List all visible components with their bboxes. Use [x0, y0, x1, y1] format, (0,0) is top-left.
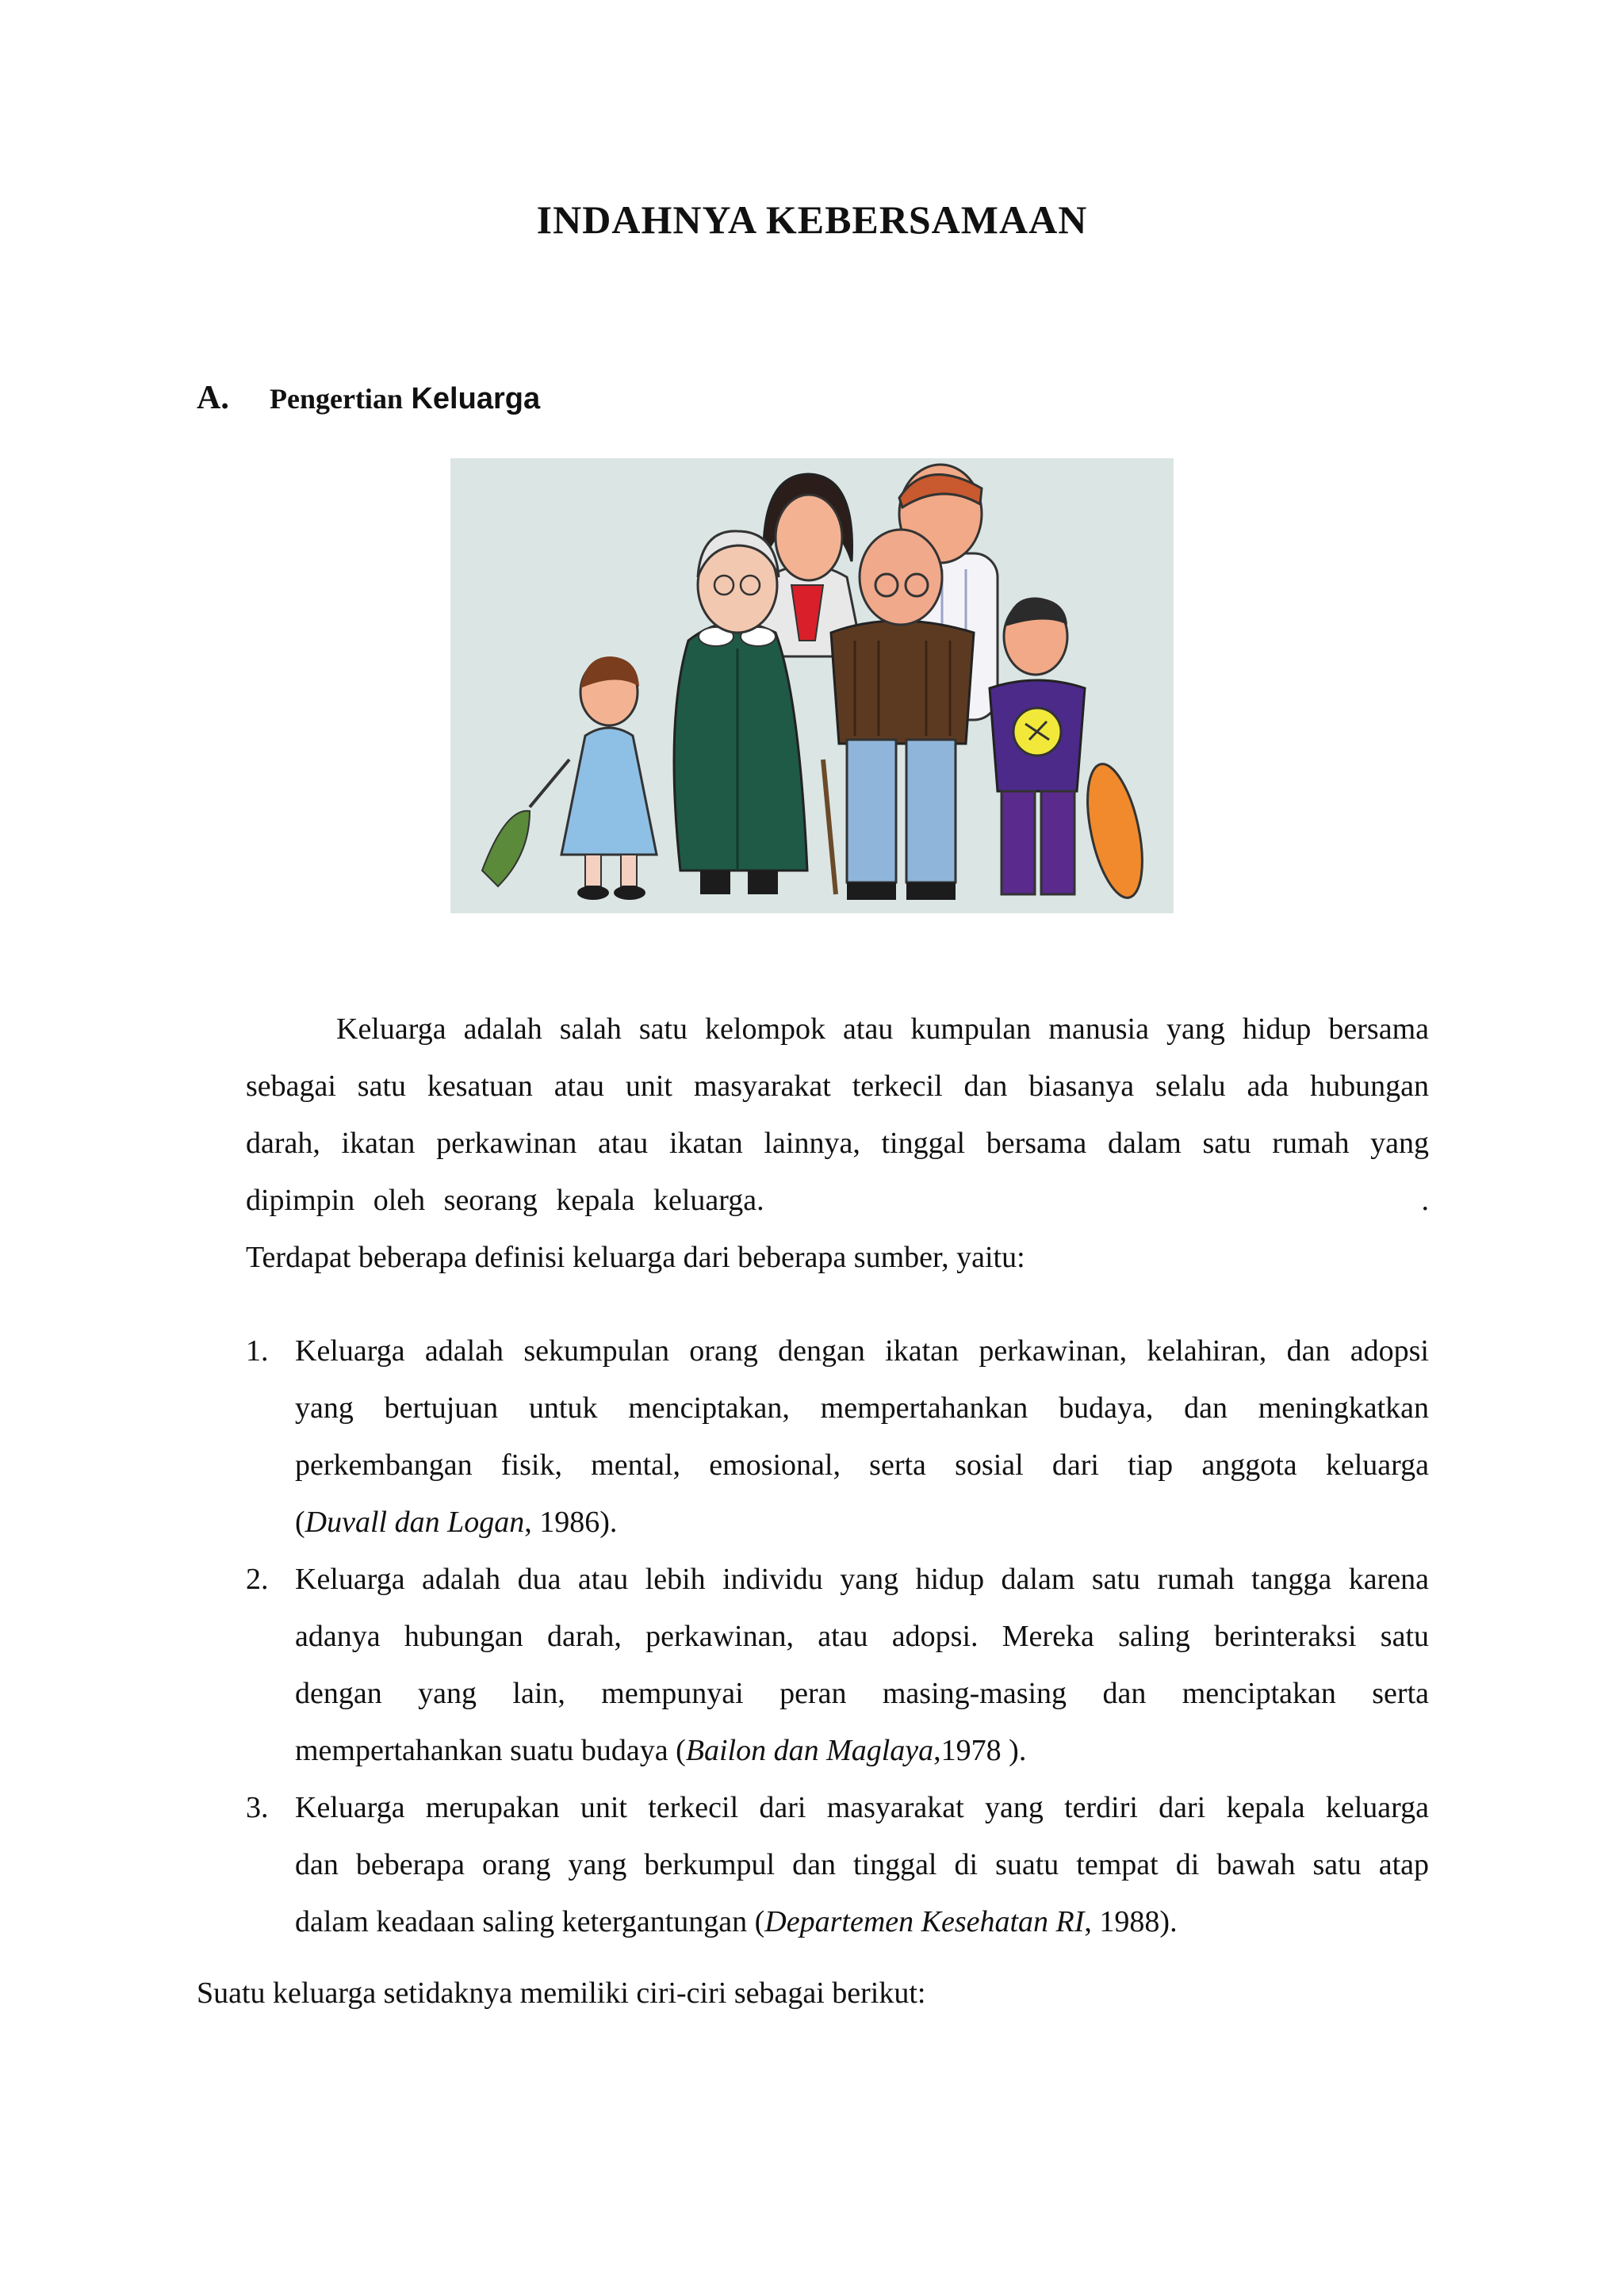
- section-word-keluarga: Keluarga: [411, 382, 541, 415]
- section-letter: A.: [197, 380, 229, 416]
- definition-line: Keluarga merupakan unit terkecil dari masyarakat yang terdiri dari kepala keluarga: [295, 1791, 1429, 1824]
- paragraph-line-5: Terdapat beberapa definisi keluarga dari beberapa sumber, yaitu:: [246, 1241, 1025, 1274]
- definition-item-3: [246, 1779, 1429, 1950]
- paragraph-line-2: sebagai satu kesatuan atau unit masyarakat terkecil dan biasanya selalu ada hubungan: [246, 1070, 1429, 1103]
- definitions-list: [246, 1322, 1429, 1950]
- definition-line: perkembangan fisik, mental, emosional, serta sosial dari tiap anggota keluarga: [295, 1448, 1429, 1482]
- paragraph-line-1: Keluarga adalah salah satu kelompok atau kumpulan manusia yang hidup bersama: [336, 1012, 1429, 1046]
- definition-number: 1.: [246, 1334, 269, 1368]
- paragraph-line-3: darah, ikatan perkawinan atau ikatan lainnya, tinggal bersama dalam satu rumah yang: [246, 1127, 1429, 1160]
- definition-line: adanya hubungan darah, perkawinan, atau adopsi. Mereka saling berinteraksi satu: [295, 1620, 1429, 1653]
- intro-paragraph: [246, 1001, 1429, 1286]
- definition-number: 3.: [246, 1791, 269, 1824]
- citation-author: Departemen Kesehatan RI: [764, 1905, 1085, 1938]
- definition-number: 2.: [246, 1563, 269, 1596]
- definition-citation-line: [295, 1494, 1429, 1551]
- definition-line: dan beberapa orang yang berkumpul dan tinggal di suatu tempat di bawah satu atap: [295, 1848, 1429, 1881]
- citation-prefix: dalam keadaan saling ketergantungan (: [295, 1905, 765, 1938]
- paragraph-line-4-text: dipimpin oleh seorang kepala keluarga.: [246, 1184, 764, 1217]
- definition-citation-line: [295, 1893, 1429, 1950]
- section-word-pengertian: Pengertian: [270, 383, 403, 415]
- citation-suffix: ,1978 ).: [933, 1734, 1027, 1767]
- definition-line: yang bertujuan untuk menciptakan, mempertahankan budaya, dan meningkatkan: [295, 1391, 1429, 1425]
- citation-suffix: , 1988).: [1084, 1905, 1178, 1938]
- closing-sentence: Suatu keluarga setidaknya memiliki ciri-ciri sebagai berikut:: [197, 1976, 926, 2010]
- definition-line: dengan yang lain, mempunyai peran masing-masing dan menciptakan serta: [295, 1677, 1429, 1710]
- document-title: INDAHNYA KEBERSAMAAN: [536, 197, 1088, 242]
- paragraph-trailing-dot: .: [1421, 1184, 1429, 1217]
- definition-line: Keluarga adalah sekumpulan orang dengan ikatan perkawinan, kelahiran, dan adopsi: [295, 1334, 1429, 1368]
- paragraph-line-4: [246, 1172, 1429, 1229]
- citation-suffix: , 1986).: [524, 1506, 618, 1539]
- family-illustration: [450, 458, 1174, 913]
- definition-item-1: [246, 1322, 1429, 1551]
- citation-prefix: mempertahankan suatu budaya (: [295, 1734, 686, 1767]
- definition-line: Keluarga adalah dua atau lebih individu yang hidup dalam satu rumah tangga karena: [295, 1563, 1429, 1596]
- section-heading: [197, 379, 540, 417]
- citation-author: Duvall dan Logan: [304, 1506, 525, 1539]
- citation-author: Bailon dan Maglaya: [685, 1734, 934, 1767]
- definition-citation-line: [295, 1722, 1429, 1779]
- citation-prefix: (: [295, 1506, 305, 1539]
- definition-item-2: [246, 1551, 1429, 1779]
